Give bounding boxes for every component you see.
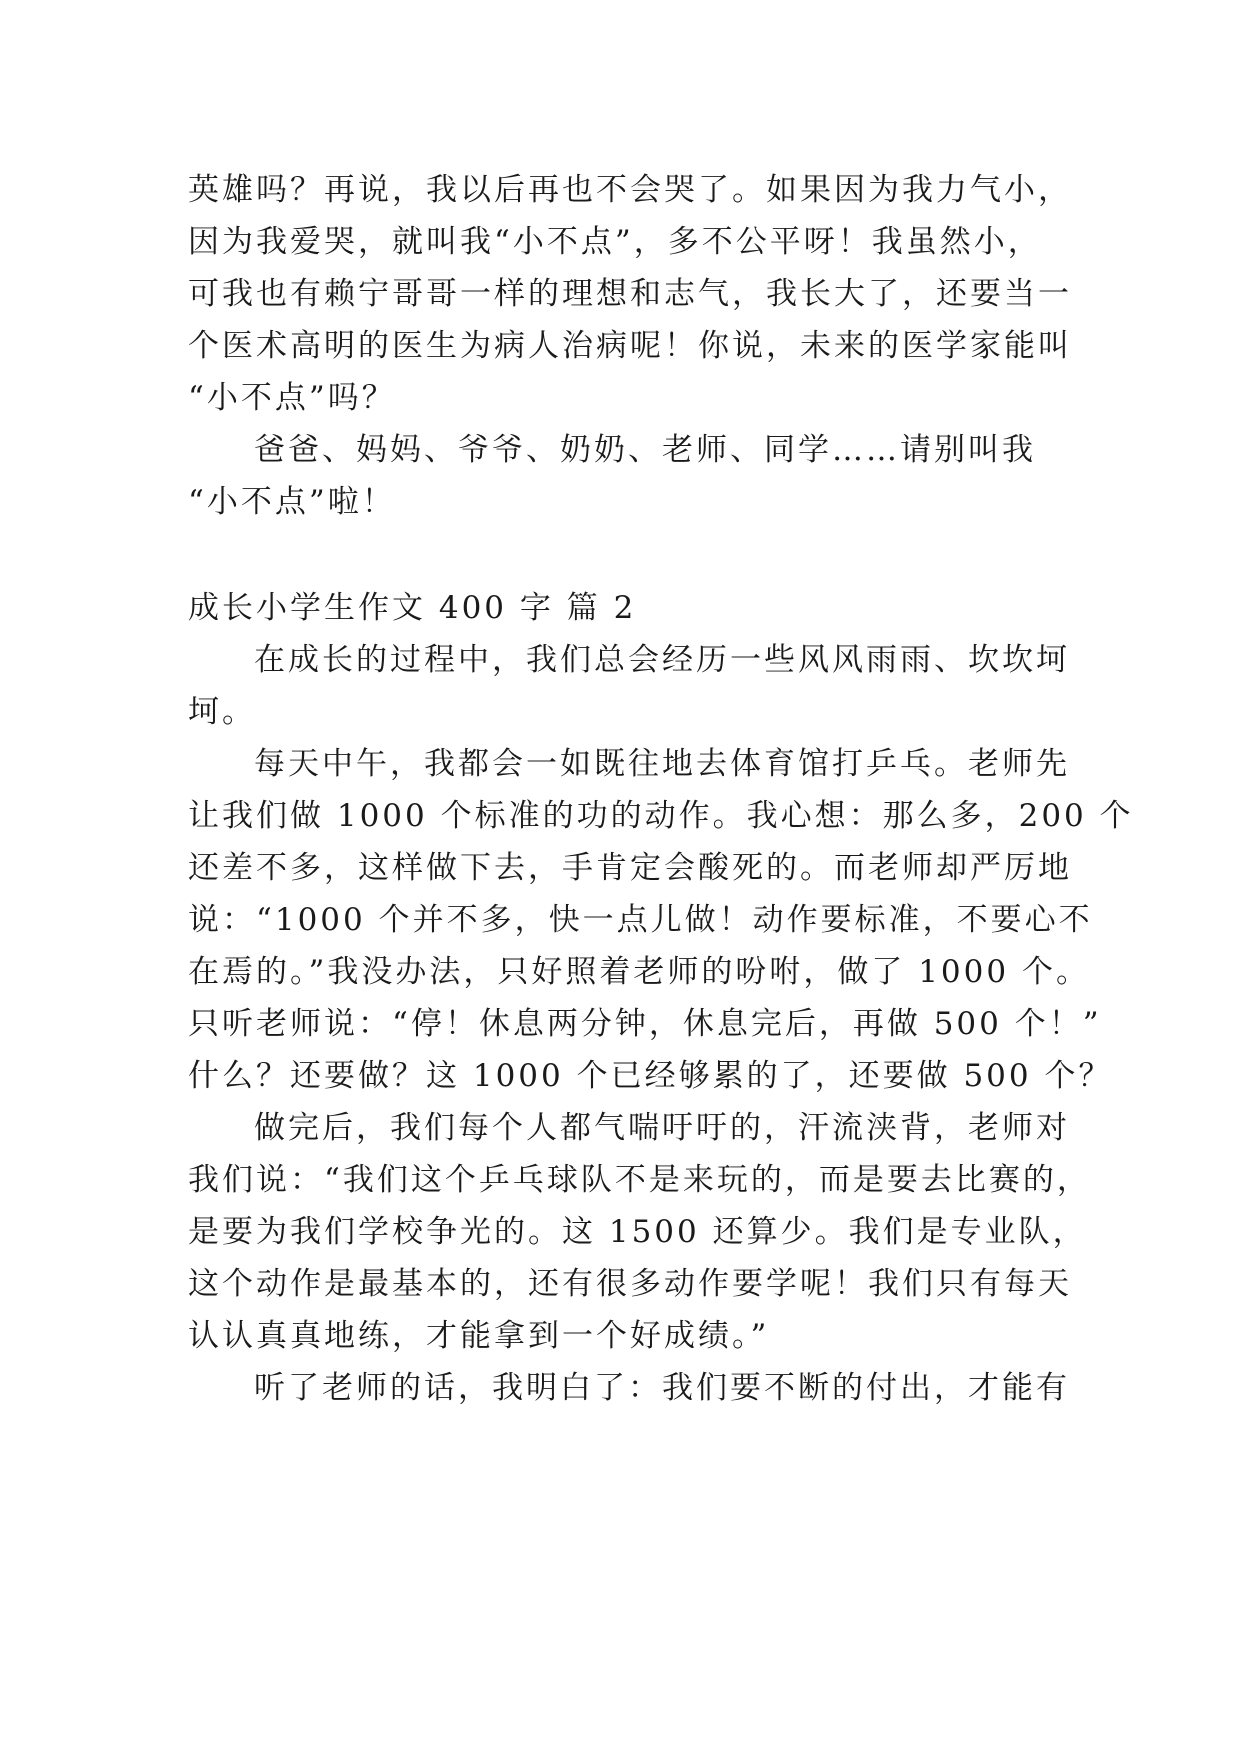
text-line: 让我们做 1000 个标准的功的动作。我心想：那么多，200 个 [188,798,1134,834]
text-line: 每天中午，我都会一如既往地去体育馆打乒乓。老师先 [254,746,1070,782]
text-line: 在成长的过程中，我们总会经历一些风风雨雨、坎坎坷 [254,642,1070,678]
text-line: 我们说：“我们这个乒乓球队不是来玩的，而是要去比赛的， [188,1162,1091,1198]
text-line: 说：“1000 个并不多，快一点儿做！动作要标准，不要心不 [188,902,1093,938]
text-line: “小不点”吗？ [188,380,396,416]
text-line: 爸爸、妈妈、爷爷、奶奶、老师、同学……请别叫我 [254,432,1036,468]
text-line: 英雄吗？再说，我以后再也不会哭了。如果因为我力气小， [188,172,1072,208]
text-line: 个医术高明的医生为病人治病呢！你说，未来的医学家能叫 [188,328,1072,364]
text-line: “小不点”啦！ [188,484,396,520]
text-line: 只听老师说：“停！休息两分钟，休息完后，再做 500 个！” [188,1006,1102,1042]
text-line: 听了老师的话，我明白了：我们要不断的付出，才能有 [254,1370,1070,1406]
text-line: 坷。 [188,694,256,730]
text-line: 这个动作是最基本的，还有很多动作要学呢！我们只有每天 [188,1266,1072,1302]
text-line: 是要为我们学校争光的。这 1500 还算少。我们是专业队， [188,1214,1087,1250]
text-line: 认认真真地练，才能拿到一个好成绩。” [188,1318,770,1354]
text-line: 可我也有赖宁哥哥一样的理想和志气，我长大了，还要当一 [188,276,1072,312]
text-line: 在焉的。”我没办法，只好照着老师的吩咐，做了 1000 个。 [188,954,1090,990]
text-line: 做完后，我们每个人都气喘吁吁的，汗流浃背，老师对 [254,1110,1070,1146]
text-line: 还差不多，这样做下去，手肯定会酸死的。而老师却严厉地 [188,850,1072,886]
section-heading: 成长小学生作文 400 字 篇 2 [188,590,637,626]
text-line: 因为我爱哭，就叫我“小不点”，多不公平呀！我虽然小， [188,224,1042,260]
text-line: 什么？还要做？这 1000 个已经够累的了，还要做 500 个？ [188,1058,1113,1094]
